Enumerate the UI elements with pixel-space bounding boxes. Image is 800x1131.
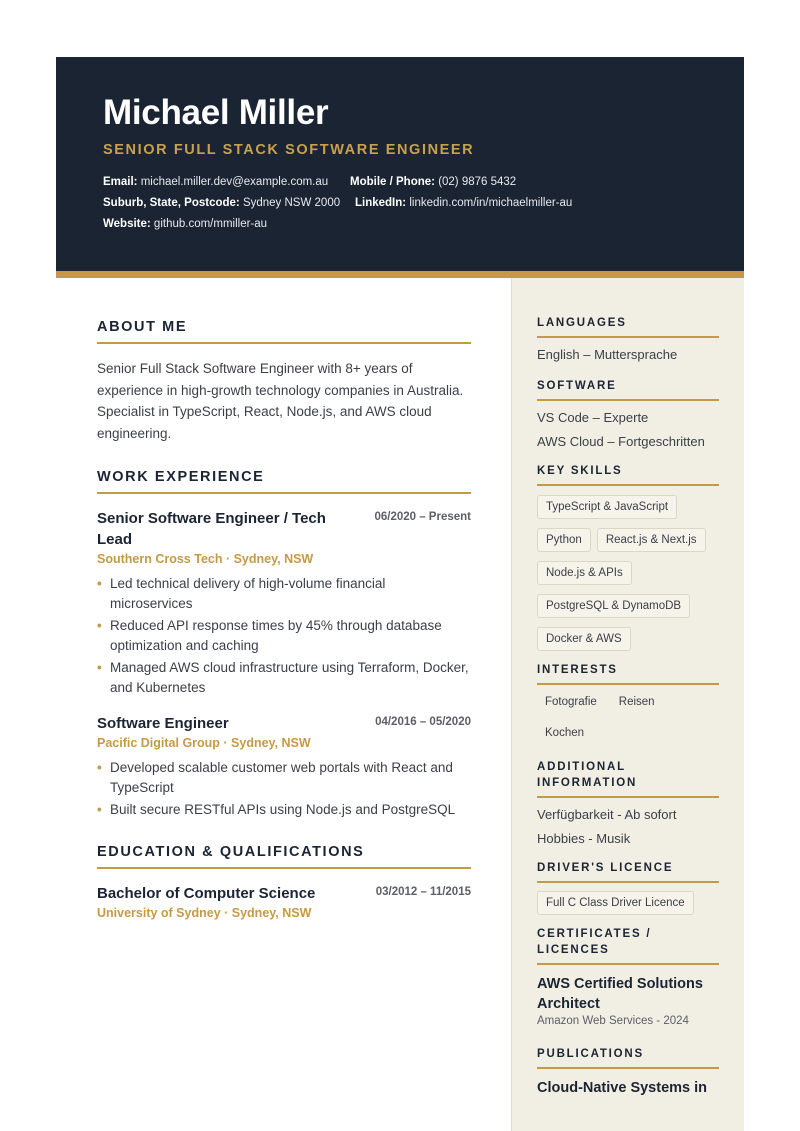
- education-entry: [97, 883, 471, 920]
- about-text: Senior Full Stack Software Engineer with 8+ years of experience in high-growth technology companies in Australia. Specialist in TypeScript, React, Node.js, and AWS cloud engineering.: [97, 361, 464, 441]
- contact-linkedin-label: LinkedIn:: [355, 197, 407, 209]
- bullet-icon: •: [97, 618, 102, 633]
- job-org: Pacific Digital Group · Sydney, NSW: [97, 736, 311, 750]
- bullet-icon: •: [97, 576, 102, 591]
- contact-linkedin: [355, 197, 572, 209]
- job-entry: [97, 508, 471, 697]
- contact-linkedin-value[interactable]: linkedin.com/in/michaelmiller-au: [409, 197, 573, 209]
- skill-chip: Python: [537, 528, 591, 552]
- main-column: [97, 319, 471, 920]
- header-accent-bar: [56, 271, 744, 278]
- degree-title: Bachelor of Computer Science: [97, 884, 316, 902]
- bullet-icon: •: [97, 802, 102, 817]
- resume-page: [56, 57, 744, 1131]
- publication-title: Cloud-Native Systems in: [537, 1080, 708, 1096]
- interest-item: Kochen: [545, 727, 585, 739]
- language-item: English – Muttersprache: [537, 347, 678, 362]
- additional-item: Hobbies - Musik: [537, 831, 631, 846]
- work-title: WORK EXPERIENCE: [97, 469, 471, 494]
- skill-chip: TypeScript & JavaScript: [537, 495, 677, 519]
- skill-chip: Node.js & APIs: [537, 561, 632, 585]
- interests-list: [537, 691, 719, 753]
- bullet-text: Built secure RESTful APIs using Node.js and PostgreSQL: [110, 802, 456, 817]
- contact-location-value: Sydney NSW 2000: [242, 197, 341, 209]
- additional-item: Verfügbarkeit - Ab sofort: [537, 807, 677, 822]
- licence-list: [537, 891, 719, 924]
- skills-title: KEY SKILLS: [537, 463, 719, 486]
- languages-title: LANGUAGES: [537, 315, 719, 338]
- list-item: [97, 658, 471, 697]
- job-title: Senior Software Engineer / Tech Lead: [97, 510, 326, 548]
- publications-title: PUBLICATIONS: [537, 1046, 719, 1069]
- job-entry: [97, 713, 471, 820]
- certificate-title: AWS Certified Solutions Architect: [537, 976, 703, 1012]
- contact-location: [103, 197, 340, 209]
- contact-phone-value[interactable]: (02) 9876 5432: [438, 176, 517, 188]
- candidate-name: Michael Miller: [103, 93, 329, 132]
- bullet-icon: •: [97, 660, 102, 675]
- skill-chip: PostgreSQL & DynamoDB: [537, 594, 690, 618]
- about-title: ABOUT ME: [97, 319, 471, 344]
- interest-item: Reisen: [618, 696, 655, 708]
- resume-header: [56, 57, 744, 271]
- bullet-text: Reduced API response times by 45% through database optimization and caching: [110, 618, 442, 653]
- bullet-text: Developed scalable customer web portals with React and TypeScript: [110, 760, 453, 795]
- education-title: EDUCATION & QUALIFICATIONS: [97, 844, 471, 869]
- interests-title: INTERESTS: [537, 662, 719, 685]
- degree-institution: University of Sydney · Sydney, NSW: [97, 905, 312, 920]
- contact-email: [103, 176, 328, 188]
- contact-website-label: Website:: [103, 218, 151, 230]
- list-item: [97, 616, 471, 655]
- licence-title: DRIVER'S LICENCE: [537, 860, 719, 883]
- job-date: 04/2016 – 05/2020: [375, 716, 471, 728]
- software-item: AWS Cloud – Fortgeschritten: [537, 434, 705, 449]
- software-item: VS Code – Experte: [537, 410, 649, 425]
- contact-website: [103, 218, 267, 230]
- bullet-icon: •: [97, 760, 102, 775]
- list-item: [97, 800, 471, 820]
- certificate-entry: [537, 974, 719, 1027]
- contact-location-label: Suburb, State, Postcode:: [103, 197, 240, 209]
- contact-phone: [350, 176, 516, 188]
- job-bullets: [97, 758, 471, 820]
- contact-phone-label: Mobile / Phone:: [350, 176, 435, 188]
- sidebar: [511, 278, 744, 1131]
- bullet-text: Managed AWS cloud infrastructure using Terraform, Docker, and Kubernetes: [110, 660, 469, 695]
- certificates-title: CERTIFICATES / LICENCES: [537, 926, 719, 965]
- list-item: [97, 758, 471, 797]
- job-org: Southern Cross Tech · Sydney, NSW: [97, 552, 314, 566]
- list-item: [97, 574, 471, 613]
- job-bullets: [97, 574, 471, 697]
- contact-email-value[interactable]: michael.miller.dev@example.com.au: [140, 176, 329, 188]
- publication-entry: [537, 1078, 719, 1098]
- interest-item: Fotografie: [545, 696, 597, 708]
- job-title: Software Engineer: [97, 715, 229, 732]
- additional-title: ADDITIONAL INFORMATION: [537, 759, 719, 798]
- certificate-issuer: Amazon Web Services - 2024: [537, 1015, 689, 1027]
- contact-email-label: Email:: [103, 176, 138, 188]
- skill-chip: React.js & Next.js: [597, 528, 706, 552]
- job-date: 06/2020 – Present: [374, 511, 471, 523]
- software-title: SOFTWARE: [537, 378, 719, 401]
- skills-list: [537, 495, 719, 660]
- degree-date: 03/2012 – 11/2015: [375, 885, 471, 898]
- bullet-text: Led technical delivery of high-volume financial microservices: [110, 576, 386, 611]
- skill-chip: Docker & AWS: [537, 627, 631, 651]
- licence-chip: Full C Class Driver Licence: [537, 891, 694, 915]
- contact-website-value[interactable]: github.com/mmiller-au: [153, 218, 268, 230]
- candidate-role: SENIOR FULL STACK SOFTWARE ENGINEER: [103, 142, 475, 158]
